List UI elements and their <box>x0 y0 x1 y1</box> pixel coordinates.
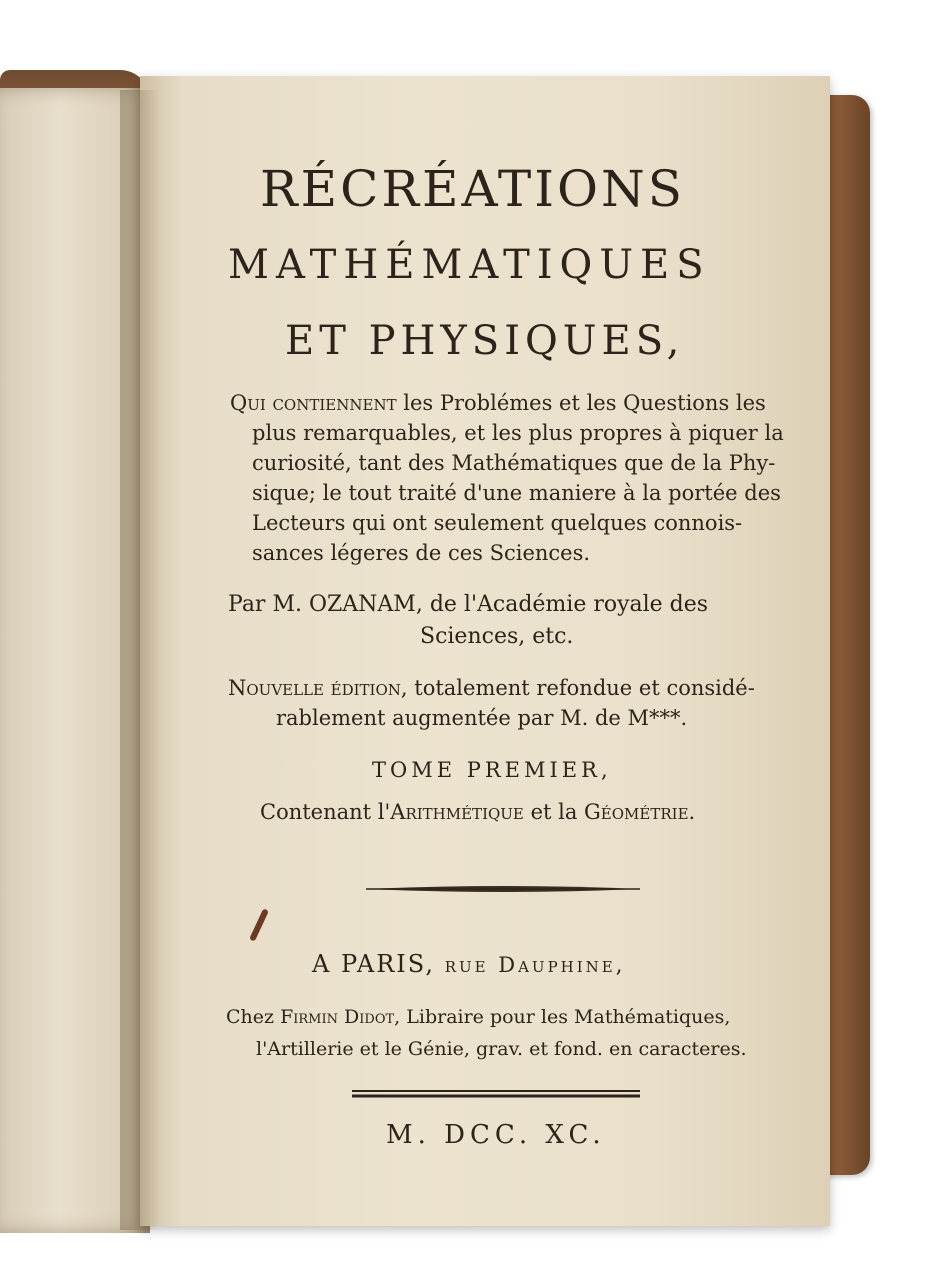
description-lead: Qui contiennent <box>230 391 397 415</box>
title-line-1: RÉCRÉATIONS <box>260 160 686 218</box>
imprint-publisher-prefix: Chez <box>226 1006 281 1028</box>
description-line-2: plus remarquables, et les plus propres à piquer la <box>252 421 784 445</box>
imprint-street: rue Dauphine, <box>435 953 626 977</box>
edition-line-1-rest: , totalement refondue et considé- <box>400 676 755 700</box>
ornamental-rule-top <box>366 884 640 894</box>
author-line-2: Sciences, etc. <box>420 624 574 649</box>
description-line-3: curiosité, tant des Mathématiques que de la Phy- <box>252 451 776 475</box>
edition-line-2: rablement augmentée par M. de M***. <box>276 706 688 730</box>
description-line-5: Lecteurs qui ont seulement quelques connois- <box>252 511 743 535</box>
contents-middle: et la <box>523 800 585 824</box>
contents-prefix: Contenant l' <box>260 800 391 824</box>
imprint-city-line <box>312 950 625 978</box>
contents-geometry: Géométrie. <box>584 800 696 824</box>
edition-line-1 <box>228 676 755 700</box>
description-paragraph <box>230 388 795 568</box>
author-line-1: Par M. OZANAM, de l'Académie royale des <box>228 592 709 617</box>
contents-arithmetic: Arithmétique <box>390 800 524 824</box>
gutter-shadow <box>120 90 160 1230</box>
imprint-city: A PARIS, <box>312 950 436 978</box>
title-line-3: ET PHYSIQUES, <box>285 318 685 364</box>
publication-year: M. DCC. XC. <box>386 1120 606 1150</box>
imprint-line-2: l'Artillerie et le Génie, grav. et fond. en caracteres. <box>256 1038 747 1060</box>
ornamental-rule-bottom <box>352 1088 640 1100</box>
description-line-4: sique; le tout traité d'une maniere à la portée des <box>252 481 781 505</box>
edition-lead: Nouvelle édition <box>228 676 401 700</box>
tome-heading: TOME PREMIER, <box>372 758 612 782</box>
title-line-2: MATHÉMATIQUES <box>228 242 711 288</box>
description-line-1 <box>230 388 795 418</box>
description-line-6: sances légeres de ces Sciences. <box>252 541 591 565</box>
imprint-publisher-name: Firmin Didot <box>280 1006 395 1028</box>
description-line-1-rest: les Problémes et les Questions les <box>396 391 766 415</box>
contents-line <box>260 800 695 824</box>
imprint-publisher-rest: , Libraire pour les Mathématiques, <box>394 1006 731 1028</box>
imprint-publisher-line <box>226 1006 730 1028</box>
